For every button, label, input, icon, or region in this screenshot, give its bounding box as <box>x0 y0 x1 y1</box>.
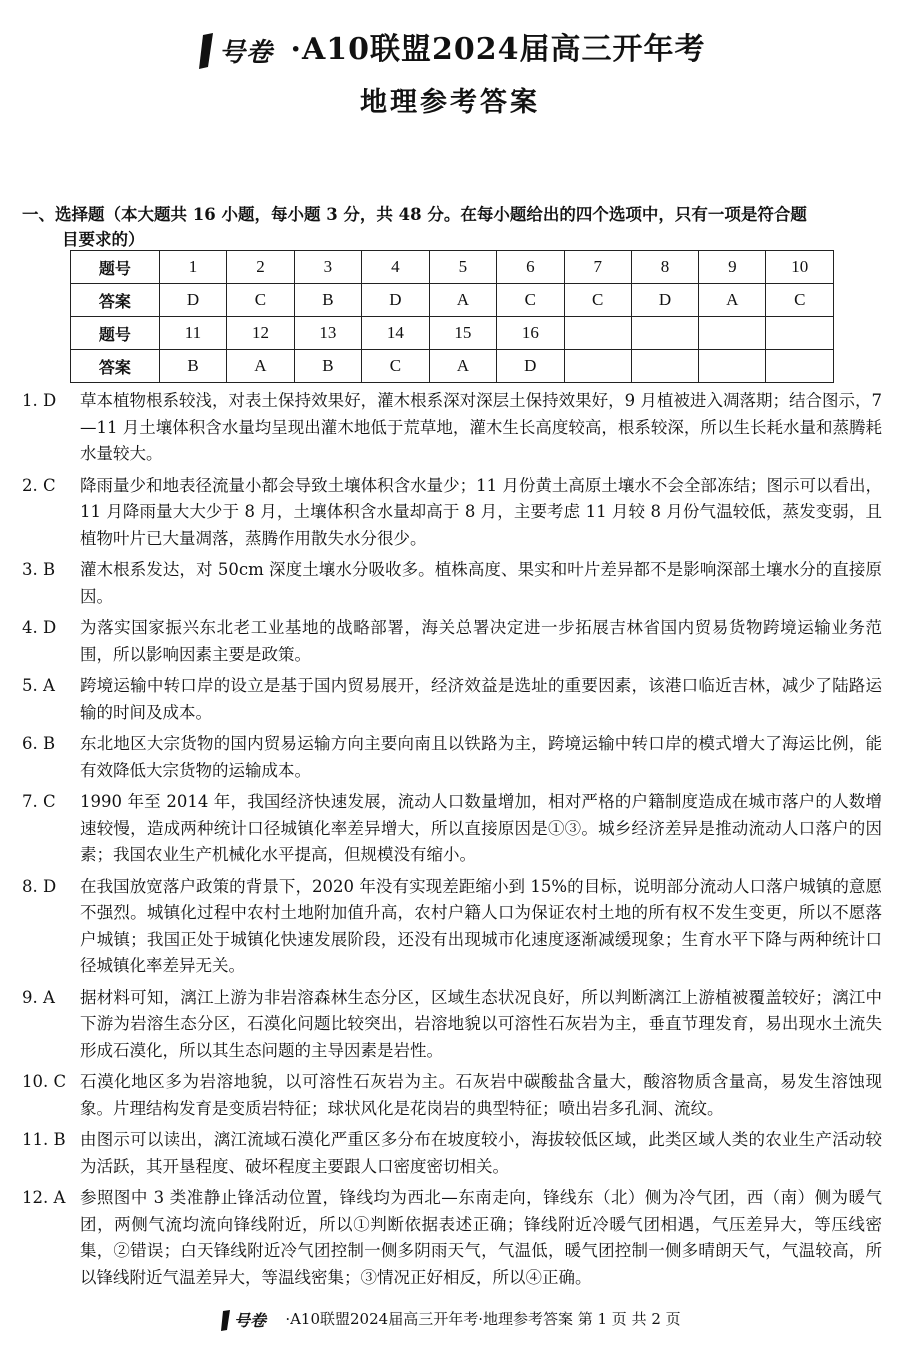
explanation-item <box>22 557 882 610</box>
table-cell: B <box>159 350 226 383</box>
table-cell: B <box>294 284 361 317</box>
table-cell: 4 <box>362 251 429 284</box>
table-cell: A <box>227 350 294 383</box>
row-header-cell: 答案 <box>71 350 160 383</box>
table-cell: 6 <box>497 251 564 284</box>
table-cell: D <box>497 350 564 383</box>
explanation-text: 东北地区大宗货物的国内贸易运输方向主要向南且以铁路为主，跨境运输中转口岸的模式增大了海运比例，能有效降低大宗货物的运输成本。 <box>80 734 882 780</box>
question-number-row <box>71 317 834 350</box>
table-cell <box>766 350 834 383</box>
table-cell: 9 <box>699 251 766 284</box>
table-cell: C <box>362 350 429 383</box>
explanation-number: 10. C <box>22 1072 67 1091</box>
table-cell: C <box>766 284 834 317</box>
table-cell: A <box>429 350 496 383</box>
section-heading <box>22 202 882 252</box>
table-cell: A <box>699 284 766 317</box>
explanation-item <box>22 731 882 784</box>
table-cell: 10 <box>766 251 834 284</box>
explanation-text: 跨境运输中转口岸的设立是基于国内贸易展开，经济效益是选址的重要因素，该港口临近吉林，减少了陆路运输的时间及成本。 <box>80 676 882 722</box>
svg-text:号卷: 号卷 <box>218 38 273 68</box>
table-cell <box>564 317 631 350</box>
explanation-text: 据材料可知，漓江上游为非岩溶森林生态分区，区域生态状况良好，所以判断漓江上游植被覆盖较好；漓江中下游为岩溶生态分区，石漠化问题比较突出，岩溶地貌以可溶性石灰岩为主，垂直节理发育，易出现水土流失形成石漠化，所以其生态问题的主导因素是岩性。 <box>80 987 882 1060</box>
table-cell: 15 <box>429 317 496 350</box>
row-header-cell: 题号 <box>71 317 160 350</box>
explanation-item <box>22 874 882 980</box>
answer-row <box>71 284 834 317</box>
explanation-text: 由图示可以读出，漓江流域石漠化严重区多分布在坡度较小，海拔较低区域，此类区域人类的农业生产活动较为活跃，其开垦程度、破坏程度主要跟人口密度密切相关。 <box>80 1130 882 1176</box>
explanations-list <box>22 388 882 1296</box>
explanation-number: 6. B <box>22 734 56 753</box>
table-cell: B <box>294 350 361 383</box>
explanation-item <box>22 673 882 726</box>
explanation-number: 1. D <box>22 391 57 410</box>
row-header-cell: 答案 <box>71 284 160 317</box>
table-cell: 7 <box>564 251 631 284</box>
table-cell <box>631 350 698 383</box>
explanation-item <box>22 1185 882 1291</box>
footer-brand-logo <box>219 1308 279 1332</box>
table-cell <box>766 317 834 350</box>
answer-row <box>71 350 834 383</box>
table-cell: 3 <box>294 251 361 284</box>
table-cell: 13 <box>294 317 361 350</box>
svg-text:号卷: 号卷 <box>234 1311 267 1330</box>
page-subtitle: 地理参考答案 <box>360 87 540 118</box>
section-heading-line2: 目要求的） <box>62 230 145 249</box>
table-cell: 2 <box>227 251 294 284</box>
explanation-text: 降雨量少和地表径流量小都会导致土壤体积含水量少；11 月份黄土高原土壤水不会全部冻结；图示可以看出，11 月降雨量大大少于 8 月，土壤体积含水量却高于 8 月，主要考虑 11 月较 8 月份气温较低，蒸发变弱，且植物叶片已大量凋落，蒸腾作用散失水分很少。 <box>80 475 882 548</box>
table-cell: D <box>631 284 698 317</box>
explanation-number: 4. D <box>22 618 57 637</box>
page-footer <box>0 1308 900 1332</box>
explanation-item <box>22 789 882 869</box>
table-cell: 5 <box>429 251 496 284</box>
explanation-item <box>22 1127 882 1180</box>
explanation-text: 为落实国家振兴东北老工业基地的战略部署，海关总署决定进一步拓展吉林省国内贸易货物跨境运输业务范围，所以影响因素主要是政策。 <box>80 618 882 664</box>
page-title <box>0 30 900 71</box>
table-cell: 14 <box>362 317 429 350</box>
table-cell: D <box>362 284 429 317</box>
table-cell <box>699 350 766 383</box>
table-cell: 1 <box>159 251 226 284</box>
explanation-number: 9. A <box>22 987 55 1007</box>
explanation-item <box>22 985 882 1065</box>
explanation-number: 7. C <box>22 792 56 811</box>
table-cell <box>631 317 698 350</box>
answer-table <box>70 250 834 383</box>
question-number-row <box>71 251 834 284</box>
explanation-text: 在我国放宽落户政策的背景下，2020 年没有实现差距缩小到 15%的目标，说明部分流动人口落户城镇的意愿不强烈。城镇化过程中农村土地附加值升高，农村户籍人口为保证农村土地的所有权不发生变更，所以不愿落户城镇；我国正处于城镇化快速发展阶段，还没有出现城市化速度逐渐减缓现象；生育水平下降与两种统计口径城镇化率差异无关。 <box>80 876 882 975</box>
row-header-cell: 题号 <box>71 251 160 284</box>
brand-logo <box>195 31 285 71</box>
table-cell: 8 <box>631 251 698 284</box>
table-cell: 11 <box>159 317 226 350</box>
footer-text: ·A10联盟2024届高三开年考·地理参考答案 第 1 页 共 2 页 <box>285 1310 681 1328</box>
table-cell: C <box>564 284 631 317</box>
table-cell: 12 <box>227 317 294 350</box>
explanation-text: 参照图中 3 类准静止锋活动位置，锋线均为西北—东南走向，锋线东（北）侧为冷气团，西（南）侧为暖气团，两侧气流均流向锋线附近，所以①判断依据表述正确；锋线附近冷暖气团相遇，气压差异大，等压线密集，②错误；白天锋线附近冷气团控制一侧多阴雨天气，气温低，暖气团控制一侧多晴朗天气，气温较高，所以锋线附近气温差异大，等温线密集；③情况正好相反，所以④正确。 <box>80 1188 882 1287</box>
explanation-text: 灌木根系发达，对 50cm 深度土壤水分吸收多。植株高度、果实和叶片差异都不是影响深部土壤水分的直接原因。 <box>80 560 882 606</box>
explanation-number: 8. D <box>22 876 57 896</box>
section-heading-line1: 一、选择题（本大题共 16 小题，每小题 3 分，共 48 分。在每小题给出的四个选项中，只有一项是符合题 <box>22 205 807 224</box>
explanation-number: 2. C <box>22 475 56 495</box>
table-cell: 16 <box>497 317 564 350</box>
table-cell <box>564 350 631 383</box>
explanation-item <box>22 1069 882 1122</box>
header <box>0 30 900 121</box>
table-cell <box>699 317 766 350</box>
explanation-item <box>22 388 882 468</box>
explanation-text: 石漠化地区多为岩溶地貌，以可溶性石灰岩为主。石灰岩中碳酸盐含量大，酸溶物质含量高，易发生溶蚀现象。片理结构发育是变质岩特征；球状风化是花岗岩的典型特征；喷出岩多孔洞、流纹。 <box>80 1072 882 1118</box>
explanation-number: 5. A <box>22 676 55 695</box>
explanation-number: 11. B <box>22 1130 66 1149</box>
explanation-number: 12. A <box>22 1188 66 1207</box>
table-cell: A <box>429 284 496 317</box>
explanation-item <box>22 615 882 668</box>
title-text: ·A10联盟2024届高三开年考 <box>290 32 706 67</box>
table-cell: C <box>227 284 294 317</box>
explanation-item <box>22 473 882 553</box>
table-cell: D <box>159 284 226 317</box>
explanation-text: 1990 年至 2014 年，我国经济快速发展，流动人口数量增加，相对严格的户籍制度造成在城市落户的人数增速较慢，造成两种统计口径城镇化率差异增大，所以直接原因是①③。城乡经济差异是推动流动人口落户的因素；我国农业生产机械化水平提高，但规模没有缩小。 <box>80 792 882 864</box>
explanation-text: 草本植物根系较浅，对表土保持效果好，灌木根系深对深层土保持效果好，9 月植被进入凋落期；结合图示，7—11 月土壤体积含水量均呈现出灌木地低于荒草地，灌木生长高度较高，根系较深，所以生长耗水量和蒸腾耗水量较大。 <box>80 391 882 463</box>
explanation-number: 3. B <box>22 560 56 579</box>
table-cell: C <box>497 284 564 317</box>
